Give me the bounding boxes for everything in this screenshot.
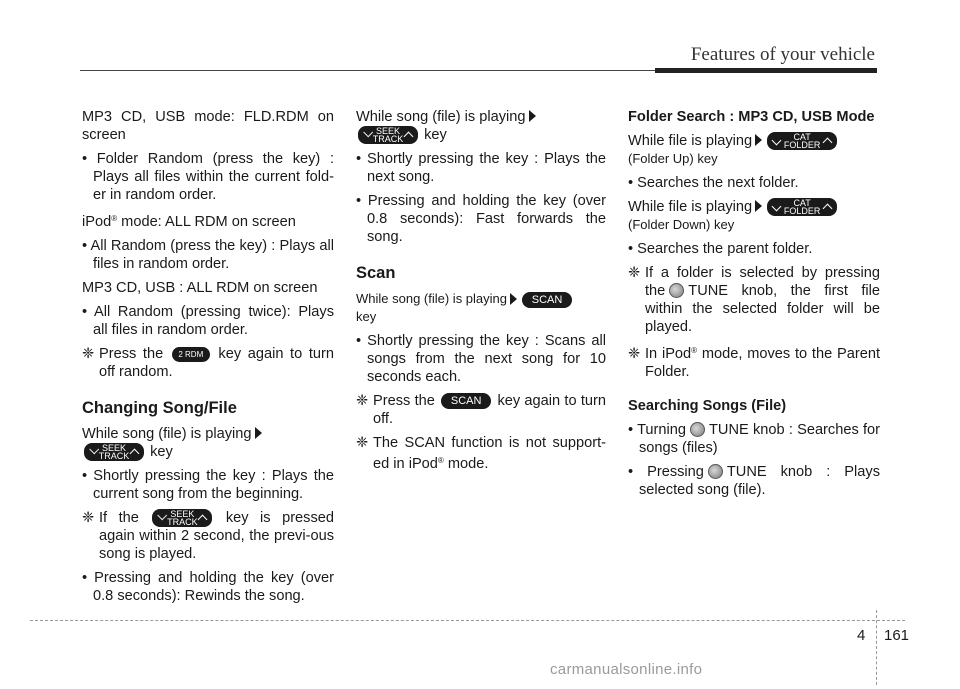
section-heading: Folder Search : MP3 CD, USB Mode [628,109,875,125]
section-heading: Searching Songs (File) [628,398,787,415]
key-label: TRACK [167,517,198,528]
footer-divider [30,620,905,621]
text: mode, moves to the Parent Folder. [645,346,880,381]
text: While song (file) is playing [356,109,526,125]
watermark: carmanualsonline.info [550,661,703,678]
section-heading: Changing Song/File [82,399,237,417]
cat-folder-up-key-icon [767,132,837,150]
note-item [628,342,880,381]
note-item [628,264,880,336]
text: key [356,309,377,325]
bullet-item: • Pressing and holding the key (over 0.8 seconds): Rewinds the song. [82,570,334,605]
scan-key-icon: SCAN [441,393,491,409]
header-rule [655,68,877,73]
seek-track-down-key-icon [84,443,144,461]
note-icon: ❈ [628,346,641,363]
key-label: TRACK [98,451,130,462]
paragraph [628,132,880,168]
registered-mark: ® [691,346,698,356]
text: • Turning [628,422,687,439]
key-label: CAT [793,132,811,143]
key-label: SEEK [101,443,126,454]
paragraph: MP3 CD, USB : ALL RDM on screen [82,280,318,296]
bullet-item: • All Random (press the key) : Plays all files in random order. [82,238,334,272]
play-arrow-icon [755,200,762,212]
key-label: SEEK [170,509,195,520]
footer-vertical-divider [876,610,877,685]
text: mode. [443,456,489,473]
text: key again to turn off random. [99,346,334,380]
text: (Folder Up) key [628,151,718,167]
text: • Pressing [628,464,704,481]
text: mode: ALL RDM on screen [117,214,296,230]
text: TUNE knob : Plays selected song (file). [639,464,880,499]
key-label: CAT [793,198,811,209]
note-item [82,345,334,381]
bullet-item: • Searches the parent folder. [628,241,813,258]
paragraph: MP3 CD, USB mode: FLD.RDM on screen [82,109,334,143]
text: (Folder Down) key [628,217,735,233]
paragraph [356,108,606,144]
paragraph [356,290,606,326]
section-heading: Scan [356,264,396,283]
registered-mark: ® [111,214,118,223]
note-item [356,434,606,473]
scan-key-icon: SCAN [522,292,572,308]
text: key [150,444,173,460]
note-item [82,509,334,563]
play-arrow-icon [755,134,762,146]
header-divider [80,70,655,71]
seek-track-up-key-icon [358,126,418,144]
text: While file is playing [628,133,753,149]
note-icon: ❈ [356,393,369,410]
play-arrow-icon [510,293,517,305]
play-arrow-icon [255,427,262,439]
paragraph [82,210,334,231]
text: If the [99,510,139,527]
bullet-item: • Searches the next folder. [628,175,799,192]
text: The SCAN function is not support-ed in iPod [373,435,606,473]
text: Press the [99,346,164,362]
rdm-key-icon: 2 RDM [172,347,210,362]
bullet-item: • Pressing and holding the key (over 0.8 seconds): Fast forwards the song. [356,193,606,246]
note-item [356,392,606,428]
text: TUNE knob : Searches for songs (files) [639,422,880,457]
bullet-item [628,421,880,457]
text: In iPod [645,346,692,363]
paragraph [82,425,334,461]
header-title: Features of your vehicle [690,44,875,65]
key-label: FOLDER [783,206,821,217]
paragraph [628,198,880,234]
bullet-item [628,463,880,499]
text: TUNE knob, the first file within the selected folder will be played. [645,283,880,336]
bullet-item: • Shortly pressing the key : Plays the current song from the beginning. [82,468,334,503]
text: key again to turn off. [373,393,606,428]
tune-knob-icon [690,422,705,437]
note-icon: ❈ [628,265,641,282]
tune-knob-icon [669,283,684,298]
cat-folder-down-key-icon [767,198,837,216]
note-icon: ❈ [82,510,95,527]
column-3 [628,108,880,505]
play-arrow-icon [529,110,536,122]
column-2 [356,108,606,479]
text: While song (file) is playing [82,426,252,442]
text: iPod [82,214,112,230]
key-label: FOLDER [783,140,821,151]
text: While file is playing [628,199,753,216]
key-label: TRACK [372,134,404,145]
note-icon: ❈ [82,346,95,362]
bullet-item: • All Random (pressing twice): Plays all files in random order. [82,304,334,338]
text: key [424,127,447,143]
column-1 [82,108,334,611]
seek-track-down-key-icon [152,509,212,527]
bullet-item: • Shortly pressing the key : Plays the next song. [356,151,606,186]
page-number: 161 [884,627,910,644]
text: key is pressed again within 2 second, the previ-ous song is played. [99,510,334,563]
bullet-item: • Folder Random (press the key) : Plays all files within the current fold-er in random order. [82,151,334,203]
text: While song (file) is playing [356,291,508,307]
text: Press the [373,393,435,410]
bullet-item: • Shortly pressing the key : Scans all songs from the next song for 10 seconds each. [356,333,606,386]
registered-mark: ® [437,456,444,466]
chapter-number: 4 [857,627,866,644]
key-label: SEEK [375,126,400,137]
note-icon: ❈ [356,435,369,452]
tune-knob-icon [708,464,723,479]
text: If a folder is selected by pressing the [645,265,880,300]
